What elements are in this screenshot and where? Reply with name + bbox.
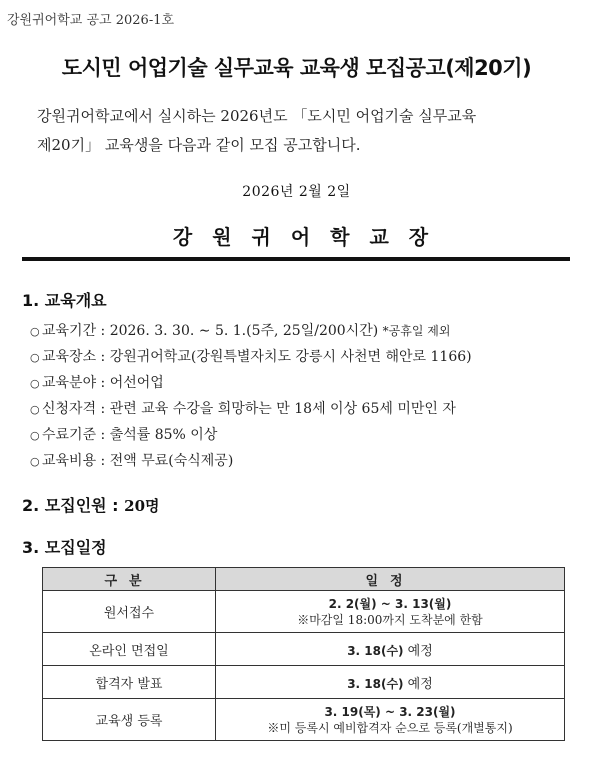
- bullet-icon: ○: [30, 377, 40, 390]
- row-note: ※미 등록시 예비합격자 순으로 등록(개별통지): [267, 721, 513, 735]
- section-heading-overview: 1. 교육개요: [22, 291, 107, 310]
- bullet-icon: ○: [30, 351, 40, 364]
- table-header-row: [43, 568, 565, 591]
- overview-item-eligibility: [30, 396, 472, 422]
- overview-list: [30, 318, 472, 474]
- row-suffix: 예정: [403, 676, 433, 692]
- row-suffix: 예정: [403, 643, 433, 659]
- signer-name: 강원귀어학교장: [172, 225, 449, 249]
- row-label: 원서접수: [43, 591, 216, 633]
- row-date: 3. 18(수): [347, 676, 404, 691]
- table-header-schedule: 일정: [216, 568, 565, 591]
- section-heading-schedule: 3. 모집일정: [22, 538, 107, 557]
- overview-item-period: [30, 318, 472, 344]
- row-label: 합격자 발표: [43, 666, 216, 699]
- row-note: ※마감일 18:00까지 도착분에 한함: [297, 613, 483, 627]
- row-label: 교육생 등록: [43, 699, 216, 741]
- overview-item-completion: [30, 422, 472, 448]
- table-row: [43, 699, 565, 741]
- table-row: [43, 666, 565, 699]
- bullet-icon: ○: [30, 455, 40, 468]
- overview-item-location: [30, 344, 472, 370]
- overview-item-text: 수료기준 : 출석률 85% 이상: [42, 427, 218, 443]
- overview-item-text: 교육비용 : 전액 무료(숙식제공): [42, 453, 234, 469]
- page-title: 도시민 어업기술 실무교육 교육생 모집공고(제20기): [61, 56, 532, 80]
- row-date: 3. 18(수): [347, 643, 404, 658]
- overview-item-note: *공휴일 제외: [382, 324, 451, 338]
- row-date: 3. 19(목) ~ 3. 23(월): [324, 705, 456, 719]
- overview-item-text: 교육기간 : 2026. 3. 30. ∼ 5. 1.(5주, 25일/200시간): [42, 323, 383, 339]
- overview-item-text: 교육장소 : 강원귀어학교(강원특별자치도 강릉시 사천면 해안로 1166): [42, 349, 472, 365]
- recruits-value: 20명: [124, 497, 160, 515]
- row-schedule: [216, 666, 565, 699]
- row-schedule: [216, 633, 565, 666]
- row-schedule: [216, 591, 565, 633]
- notice-number: 강원귀어학교 공고 2026-1호: [7, 13, 175, 28]
- row-label: 온라인 면접일: [43, 633, 216, 666]
- intro-line-1: 강원귀어학교에서 실시하는 2026년도 「도시민 어업기술 실무교육: [37, 107, 477, 125]
- bullet-icon: ○: [30, 325, 40, 338]
- table-row: [43, 591, 565, 633]
- intro-line-2: 제20기」 교육생을 다음과 같이 모집 공고합니다.: [37, 136, 361, 154]
- overview-item-text: 교육분야 : 어선어업: [42, 375, 164, 391]
- schedule-table: [42, 567, 565, 741]
- overview-item-text: 신청자격 : 관련 교육 수강을 희망하는 만 18세 이상 65세 미만인 자: [42, 401, 456, 417]
- heavy-divider: [22, 257, 570, 261]
- row-schedule: [216, 699, 565, 741]
- recruits-label: 2. 모집인원 :: [22, 496, 125, 515]
- overview-item-field: [30, 370, 472, 396]
- overview-item-cost: [30, 448, 472, 474]
- intro-paragraph: [37, 102, 567, 160]
- row-date: 2. 2(월) ~ 3. 13(월): [328, 597, 452, 611]
- notice-date: 2026년 2월 2일: [242, 184, 351, 200]
- table-header-category: 구분: [43, 568, 216, 591]
- bullet-icon: ○: [30, 403, 40, 416]
- section-heading-recruits: [22, 493, 160, 516]
- bullet-icon: ○: [30, 429, 40, 442]
- table-row: [43, 633, 565, 666]
